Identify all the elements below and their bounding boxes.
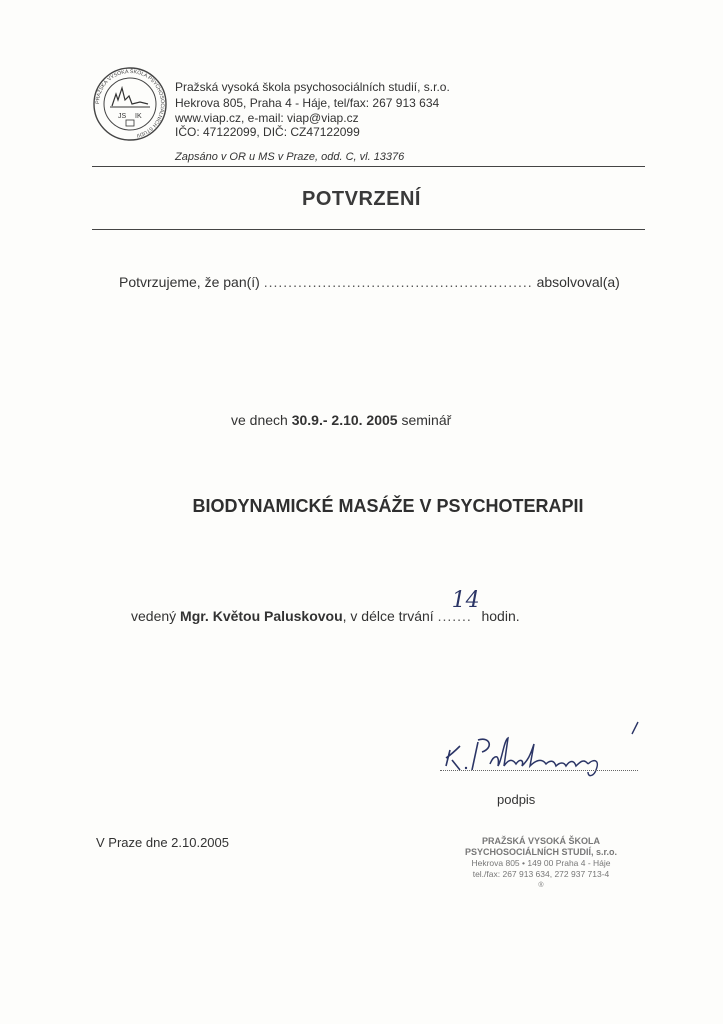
registration-note: Zapsáno v OR u MS v Praze, odd. C, vl. 13376 bbox=[175, 151, 405, 163]
stamp-line-3: Hekrova 805 • 149 00 Praha 4 - Háje bbox=[471, 858, 611, 868]
led-middle: , v délce trvání bbox=[342, 608, 434, 624]
lecturer-line bbox=[131, 588, 520, 624]
seminar-title: BIODYNAMICKÉ MASÁŽE V PSYCHOTERAPII bbox=[192, 496, 584, 516]
stamp-line-1: PRAŽSKÁ VYSOKÁ ŠKOLA bbox=[481, 836, 600, 846]
dates-line bbox=[231, 412, 451, 428]
confirm-suffix: absolvoval(a) bbox=[536, 274, 620, 290]
header-rule bbox=[92, 166, 645, 167]
hours-blank: ....... bbox=[437, 608, 472, 624]
stamp-line-2: PSYCHOSOCIÁLNÍCH STUDIÍ, s.r.o. bbox=[464, 847, 618, 857]
signature-label: podpis bbox=[497, 792, 536, 807]
school-name: Pražská vysoká škola psychosociálních studií, s.r.o. bbox=[175, 80, 450, 94]
dates-range: 30.9.- 2.10. 2005 bbox=[291, 412, 398, 428]
school-web-email: www.viap.cz, e-mail: viap@viap.cz bbox=[175, 111, 359, 125]
name-blank: ....................................................... bbox=[263, 274, 533, 290]
handwritten-signature bbox=[438, 720, 658, 780]
svg-text:JS: JS bbox=[118, 113, 127, 120]
svg-text:IK: IK bbox=[135, 113, 142, 120]
dates-suffix: seminář bbox=[401, 412, 452, 428]
confirmation-line bbox=[119, 274, 620, 290]
svg-text:PRAŽSKÁ VYSOKÁ ŠKOLA PSYCHOSOC: PRAŽSKÁ VYSOKÁ ŠKOLA PSYCHOSOCIÁLNÍCH STUDIÍ bbox=[94, 68, 166, 139]
document-title: POTVRZENÍ bbox=[302, 188, 421, 210]
school-ids: IČO: 47122099, DIČ: CZ47122099 bbox=[175, 125, 360, 139]
stamp-registered-mark: ® bbox=[538, 882, 544, 889]
hours-field bbox=[437, 588, 480, 624]
place-date: V Praze dne 2.10.2005 bbox=[96, 835, 229, 850]
signature-line bbox=[440, 770, 638, 771]
led-prefix: vedený bbox=[131, 608, 177, 624]
stamp-line-4: tel./fax: 267 913 634, 272 937 713-4 bbox=[472, 869, 610, 879]
school-stamp bbox=[456, 836, 626, 891]
led-suffix: hodin. bbox=[481, 608, 520, 624]
confirm-prefix: Potvrzujeme, že pan(í) bbox=[119, 274, 260, 290]
lecturer-name: Mgr. Květou Paluskovou bbox=[180, 608, 343, 624]
dates-prefix: ve dnech bbox=[231, 412, 288, 428]
school-address: Hekrova 805, Praha 4 - Háje, tel/fax: 267 913 634 bbox=[175, 96, 440, 110]
hours-handwritten: 14 bbox=[451, 588, 480, 613]
school-seal-logo bbox=[92, 66, 168, 142]
title-rule bbox=[92, 229, 645, 230]
